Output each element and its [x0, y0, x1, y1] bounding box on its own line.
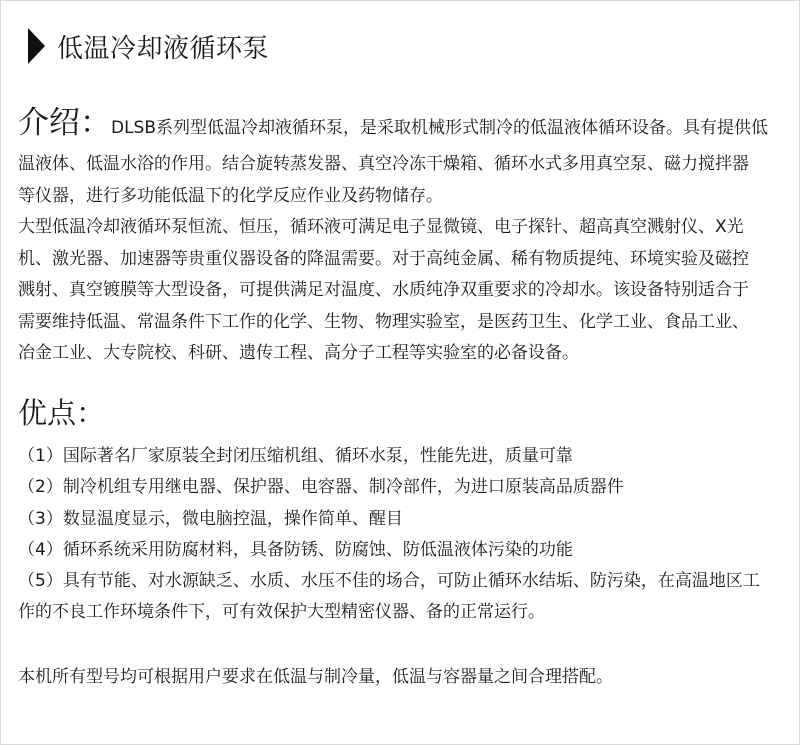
footer-note: 本机所有型号均可根据用户要求在低温与制冷量，低温与容器量之间合理搭配。: [18, 667, 613, 687]
advantage-item-2: （2）制冷机组专用继电器、保护器、电容器、制冷部件，为进口原装高品质器件: [18, 477, 624, 498]
intro-line-3: 等仪器，进行多功能低温下的化学反应作业及药物储存。: [18, 185, 443, 206]
advantage-item-3: （3）数显温度显示，微电脑控温，操作简单、醒目: [18, 508, 403, 529]
intro-paragraph: [18, 149, 800, 370]
advantage-item-5: （5）具有节能、对水源缺乏、水质、水压不佳的场合，可防止循环水结垢、防污染，在高温地区工: [18, 571, 760, 592]
intro-line-1: DLSB系列型低温冷却液循环泵，是采取机械形式制冷的低温液体循环设备。具有提供低: [111, 118, 769, 138]
intro-heading: 介绍：: [18, 105, 111, 141]
advantage-item-5-continued: 作的不良工作环境条件下，可有效保护大型精密仪器、备的正常运行。: [18, 602, 545, 623]
advantages-list: [18, 441, 800, 629]
title-row: [28, 27, 269, 65]
advantage-item-1: （1）国际著名厂家原装全封闭压缩机组、循环水泵，性能先进，质量可靠: [18, 446, 573, 466]
intro-line-4: 大型低温冷却液循环泵恒流、恒压，循环液可满足电子显微镜、电子探针、超高真空溅射仪、X光: [18, 217, 744, 237]
intro-line-6: 溅射、真空镀膜等大型设备，可提供满足对温度、水质纯净双重要求的冷却水。该设备特别适合于: [18, 280, 749, 300]
intro-line-2: 温液体、低温水浴的作用。结合旋转蒸发器、真空冷冻干燥箱、循环水式多用真空泵、磁力搅拌器: [18, 154, 749, 174]
triangle-right-icon: [28, 28, 45, 64]
intro-line-8: 冶金工业、大专院校、科研、遗传工程、高分子工程等实验室的必备设备。: [18, 343, 579, 363]
advantage-item-4: （4）循环系统采用防腐材料，具备防锈、防腐蚀、防低温液体污染的功能: [18, 539, 573, 560]
intro-line-5: 机、激光器、加速器等贵重仪器设备的降温需要。对于高纯金属、稀有物质提纯、环境实验及磁控: [18, 248, 749, 269]
page-title: 低温冷却液循环泵: [57, 33, 270, 64]
intro-line-7: 需要维持低温、常温条件下工作的化学、生物、物理实验室，是医药卫生、化学工业、食品工业、: [18, 311, 749, 332]
advantages-heading: 优点：: [18, 396, 106, 430]
intro-first-line: [18, 97, 800, 142]
